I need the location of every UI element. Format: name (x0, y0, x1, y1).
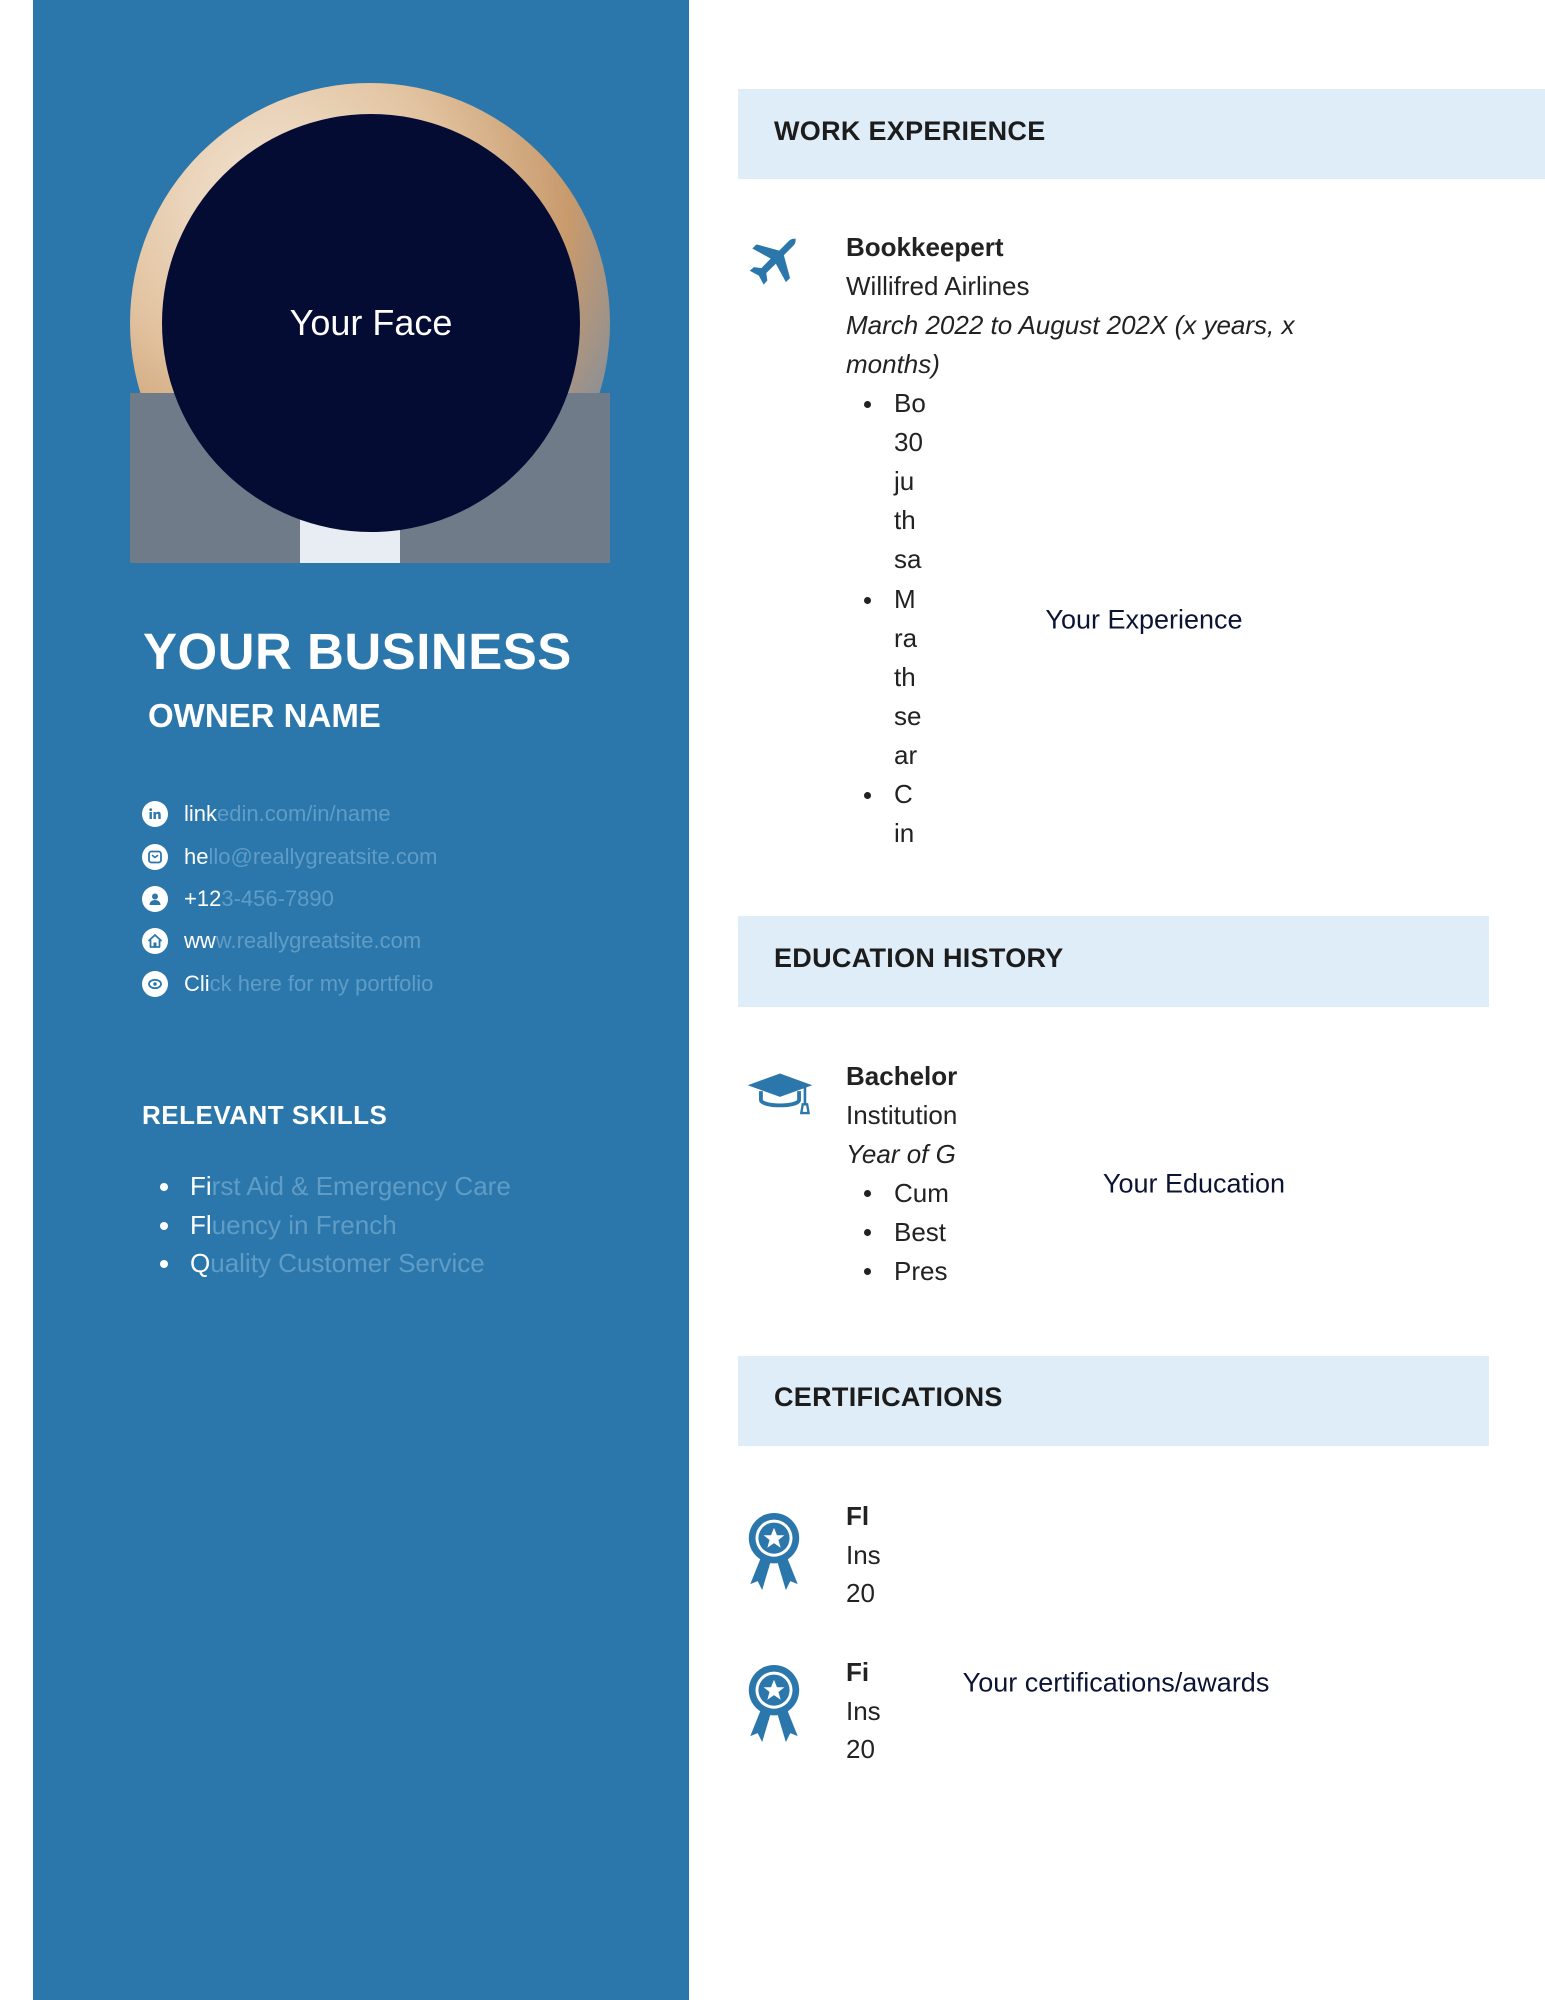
contact-email[interactable] (142, 842, 437, 872)
work-bullet-fragment: th (894, 662, 916, 692)
bullet (160, 1183, 168, 1191)
certification-issuer: Ins (846, 1540, 881, 1570)
contact-portfolio-text: Click here for my portfolio (184, 971, 434, 996)
work-job-title: Bookkeepert (846, 232, 1004, 262)
work-bullet-fragment: 30 (894, 427, 923, 457)
bullet (160, 1222, 168, 1230)
work-experience-title: WORK EXPERIENCE (774, 116, 1046, 146)
work-bullet-fragment: ju (894, 466, 915, 496)
certifications-placeholder[interactable]: Your certifications/awards (962, 1667, 1270, 1698)
user-icon (142, 886, 168, 912)
work-experience-header (738, 89, 1545, 179)
work-bullet-fragment: C (894, 779, 913, 809)
award-ribbon-icon (744, 1662, 804, 1748)
contact-website-text: www.reallygreatsite.com (184, 928, 422, 953)
education-year: Year of G (846, 1139, 956, 1169)
work-dates-continued: months) (846, 349, 940, 379)
contact-email-text: hello@reallygreatsite.com (184, 844, 438, 869)
work-bullet-fragment: M (894, 584, 916, 614)
work-bullet-fragment: th (894, 505, 916, 535)
work-bullet-fragment: in (894, 818, 915, 848)
airplane-icon (742, 233, 804, 295)
email-icon (142, 844, 168, 870)
bullet (864, 1268, 871, 1275)
certification-name: Fi (846, 1657, 870, 1687)
bullet (864, 1190, 871, 1197)
work-experience-placeholder[interactable]: Your Experience (1045, 604, 1243, 635)
education-details-clipped (846, 1057, 958, 1297)
skill-item: Fi rst Aid & Emergency Care (160, 1171, 511, 1202)
skill-item: Fl uency in French (160, 1210, 397, 1241)
certification-item (846, 1497, 881, 1617)
work-company: Willifred Airlines (846, 271, 1030, 301)
business-name: YOUR BUSINESS (143, 623, 572, 680)
work-bullets-clipped (894, 384, 926, 854)
certifications-header (738, 1356, 1489, 1446)
education-bullet: Best (894, 1217, 947, 1247)
certification-year: 20 (846, 1578, 875, 1608)
education-title: EDUCATION HISTORY (774, 943, 1064, 973)
award-ribbon-icon (744, 1510, 804, 1596)
contact-phone-text: +123-456-7890 (184, 886, 334, 911)
photo-placeholder-label: Your Face (289, 302, 453, 343)
certification-issuer: Ins (846, 1696, 881, 1726)
education-bullet: Cum (894, 1178, 949, 1208)
education-header (738, 916, 1489, 1007)
work-bullet-fragment: se (894, 701, 922, 731)
work-bullet-fragment: sa (894, 544, 922, 574)
bullet (864, 401, 871, 408)
bullet (864, 597, 871, 604)
work-dates: March 2022 to August 202X (x years, x (846, 310, 1295, 340)
eye-icon (142, 971, 168, 997)
photo-placeholder[interactable] (162, 114, 580, 532)
linkedin-icon (142, 801, 168, 827)
education-bullet: Pres (894, 1256, 948, 1286)
contact-linkedin-text: linkedin.com/in/name (184, 801, 391, 826)
work-bullet-fragment: ar (894, 740, 918, 770)
owner-name: OWNER NAME (148, 697, 381, 734)
education-placeholder[interactable]: Your Education (1102, 1168, 1286, 1199)
contact-website[interactable] (142, 926, 421, 956)
contact-phone[interactable] (142, 884, 334, 914)
bullet (160, 1260, 168, 1268)
work-bullet-fragment: Bo (894, 388, 926, 418)
certification-item (846, 1653, 881, 1773)
bullet (864, 1229, 871, 1236)
skill-item: Q uality Customer Service (160, 1248, 485, 1279)
certification-year: 20 (846, 1734, 875, 1764)
work-bullet-fragment: ra (894, 623, 918, 653)
skills-title: RELEVANT SKILLS (142, 1100, 388, 1130)
certification-name: Fl (846, 1501, 870, 1531)
certifications-title: CERTIFICATIONS (774, 1382, 1003, 1412)
education-degree: Bachelor (846, 1061, 958, 1091)
home-icon (142, 928, 168, 954)
bullet (864, 792, 871, 799)
graduation-cap-icon (744, 1072, 816, 1116)
contact-portfolio[interactable] (142, 969, 433, 999)
education-institution: Institution (846, 1100, 958, 1130)
contact-linkedin[interactable] (142, 799, 391, 829)
